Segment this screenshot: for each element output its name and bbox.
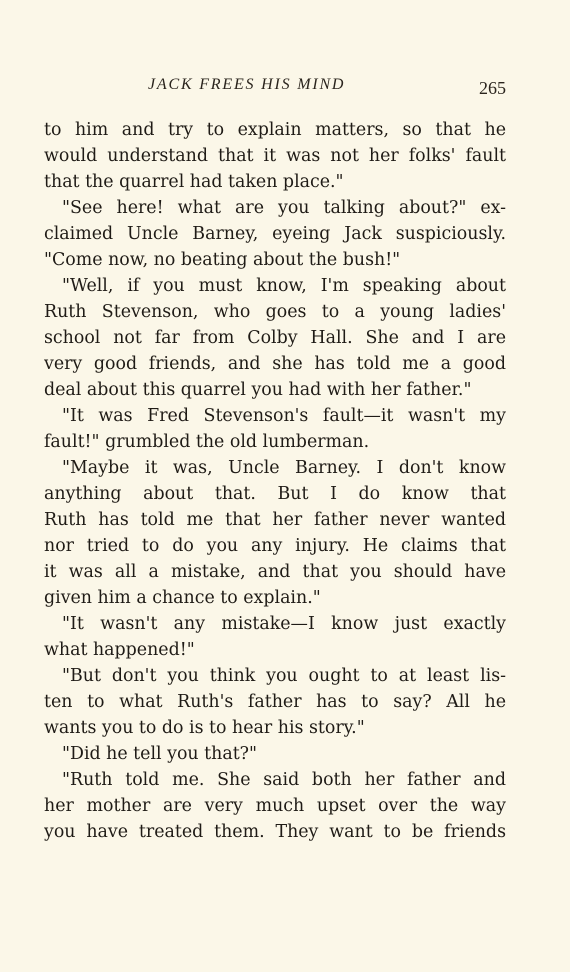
text-line: "Well, if you must know, I'm speaking about [62, 276, 506, 296]
text-line: to him and try to explain matters, so that he [44, 120, 506, 140]
text-line: "But don't you think you ought to at least lis- [62, 666, 506, 686]
text-line: her mother are very much upset over the way [44, 796, 506, 816]
body-text [44, 117, 506, 845]
text-line: Ruth has told me that her father never wanted [44, 510, 506, 530]
text-line: "It was Fred Stevenson's fault—it wasn't my [62, 406, 506, 426]
text-line: very good friends, and she has told me a good [44, 354, 506, 374]
text-line: "Ruth told me. She said both her father and [62, 770, 506, 790]
text-line: would understand that it was not her folks' fault [44, 146, 506, 166]
running-head [44, 74, 506, 100]
text-line: claimed Uncle Barney, eyeing Jack suspiciously. [44, 224, 506, 244]
text-line: what happened!" [44, 640, 195, 660]
text-line: "Maybe it was, Uncle Barney. I don't know [62, 458, 506, 478]
text-line: wants you to do is to hear his story." [44, 718, 365, 738]
text-line: anything about that. But I do know that [44, 484, 506, 504]
text-line: "It wasn't any mistake—I know just exactly [62, 614, 506, 634]
text-line: Ruth Stevenson, who goes to a young ladies' [44, 302, 506, 322]
text-line: ten to what Ruth's father has to say? All he [44, 692, 506, 712]
page-number: 265 [479, 78, 506, 98]
text-line: that the quarrel had taken place." [44, 172, 344, 192]
text-line: nor tried to do you any injury. He claims that [44, 536, 506, 556]
text-line: you have treated them. They want to be friends [44, 822, 506, 842]
text-line: "Come now, no beating about the bush!" [44, 250, 401, 270]
text-line: "Did he tell you that?" [62, 744, 258, 764]
text-line: school not far from Colby Hall. She and I are [44, 328, 506, 348]
text-line: given him a chance to explain." [44, 588, 321, 608]
text-line: it was all a mistake, and that you should have [44, 562, 506, 582]
running-title: JACK FREES HIS MIND [148, 76, 346, 93]
text-line: fault!" grumbled the old lumberman. [44, 432, 370, 452]
text-line: deal about this quarrel you had with her father." [44, 380, 472, 400]
text-line: "See here! what are you talking about?" ex- [62, 198, 506, 218]
